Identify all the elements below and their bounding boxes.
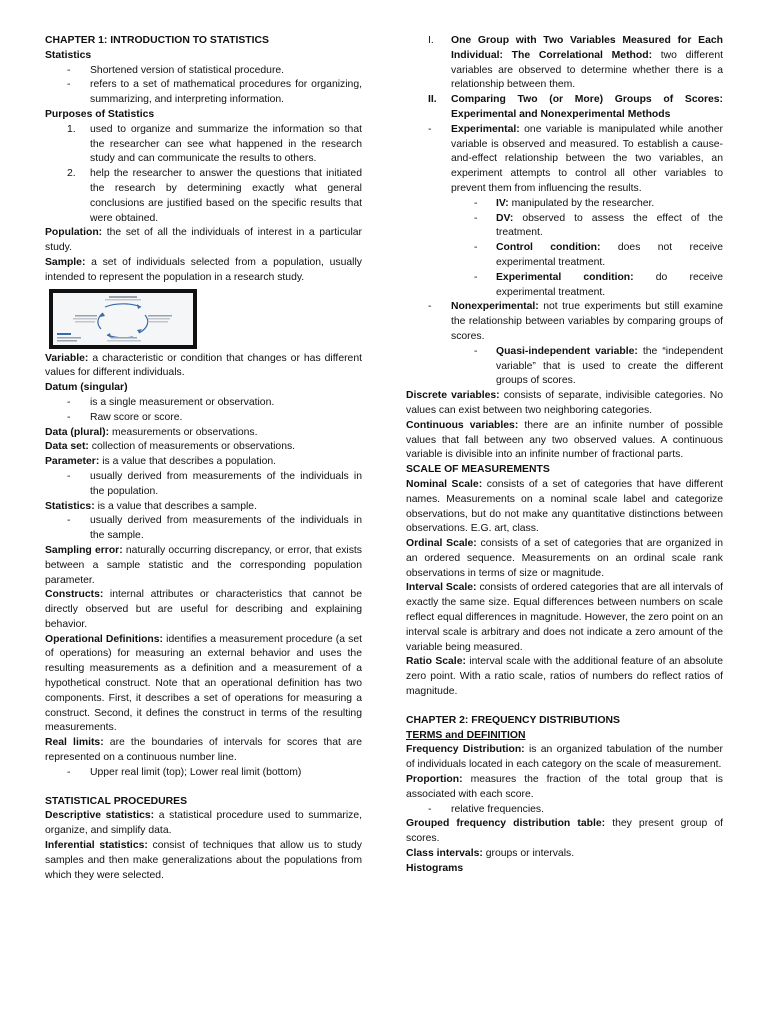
ordinal-scale-definition (406, 537, 723, 581)
list-item: - Raw score or score. (45, 411, 362, 426)
real-limits-definition (45, 736, 362, 766)
item-text: two different variables are observed to determine whether there is a relationship between them. (451, 49, 724, 91)
term: Interval Scale: (406, 582, 477, 594)
definition: consists of a set of categories that are organized in an ordered sequence. Measurements on an ordinal scale rank observations in terms of size or magnitude. (406, 538, 724, 579)
research-process-figure (49, 289, 197, 349)
purpose-item (45, 123, 362, 167)
chapter2-title: CHAPTER 2: FREQUENCY DISTRIBUTIONS (406, 714, 620, 726)
item-heading: One Group with Two Variables Measured for Each Individual: The Correlational Method: (451, 35, 723, 61)
list-item: - usually derived from measurements of the individuals in the sample. (45, 514, 362, 544)
statistics-definition (45, 500, 362, 515)
term: Data (plural): (45, 426, 110, 438)
datum-heading: Datum (singular) (45, 382, 128, 394)
term: Experimental: (451, 123, 520, 135)
right-column (406, 34, 723, 877)
term: Continuous variables: (406, 419, 519, 431)
list-number: 1. (67, 123, 76, 135)
definition: is a value that describes a population. (102, 456, 277, 468)
purpose-text: used to organize and summarize the information so that the researcher can see what happened in the research study and can communicate the results to others. (90, 123, 362, 165)
list-item: - Upper real limit (top); Lower real limit (bottom) (45, 766, 362, 781)
ratio-scale-definition (406, 655, 723, 699)
term: Frequency Distribution: (406, 744, 525, 756)
roman-numeral: I. (428, 35, 434, 46)
term: Real limits: (45, 737, 104, 749)
term: Operational Definitions: (45, 633, 164, 645)
scale-of-measurements-heading: SCALE OF MEASUREMENTS (406, 464, 550, 476)
definition: naturally occurring discrepancy, or error, that exists between a sample statistic and the corresponding population parameter. (45, 544, 363, 586)
parameter-definition (45, 455, 362, 470)
variable-definition (45, 352, 362, 382)
definition: consists of a set of categories that have different names. Measurements on a nominal scale label and categorize observations, but do not make any quantitative distinctions between observations. E.G. art, class. (406, 478, 723, 535)
sample-definition (45, 256, 362, 286)
spacer (45, 781, 362, 795)
definition: not true experiments but still examine the relationship between variables by comparing groups of scores. (451, 301, 724, 342)
term: Grouped frequency distribution table: (406, 818, 606, 830)
term: Proportion: (406, 774, 463, 786)
statistics-heading: Statistics (45, 49, 92, 61)
definition: they present group of scores. (406, 818, 724, 845)
term: Population: (45, 227, 103, 239)
term: Ratio Scale: (406, 656, 466, 668)
term: Nonexperimental: (451, 301, 539, 313)
inferential-statistics-definition (45, 839, 362, 883)
sub-list-item (406, 271, 723, 301)
definition: identifies a measurement procedure (a set of operations) for measuring an external behavior and uses the resulting measurements as a definition and a measurement of a hypothetical construct. Note that an operational definition has two components. First, it describes a set of operations for measuring a construct. Second, it defines the construct in terms of the resulting measurements. (45, 633, 362, 734)
purpose-text: help the researcher to answer the questions that initiated the research by determining exactly what general conclusions are justified based on the specific results that were obtained. (90, 168, 362, 224)
term: Statistics: (45, 500, 95, 512)
term: Sample: (45, 256, 86, 268)
definition: measures the fraction of the total group that is associated with each score. (406, 774, 723, 800)
definition: collection of measurements or observations. (91, 441, 296, 453)
cycle-diagram-icon (53, 293, 193, 345)
chapter1-title: CHAPTER 1: INTRODUCTION TO STATISTICS (45, 35, 269, 46)
list-item: - usually derived from measurements of the individuals in the population. (45, 470, 362, 500)
data-plural-definition (45, 426, 362, 441)
constructs-definition (45, 588, 362, 632)
definition: does not receive experimental treatment. (496, 242, 724, 268)
definition: there are an infinite number of possible values that fall between any two observed values. A continuous variable is divisible into an infinite number of fractional parts. (406, 419, 724, 461)
class-intervals-definition (406, 847, 723, 862)
discrete-variables-definition (406, 389, 723, 419)
definition: consist of techniques that allow us to study samples and then make generalizations about the populations from which they were selected. (45, 840, 362, 881)
sampling-error-definition (45, 544, 362, 588)
term: Class intervals: (406, 848, 483, 860)
experimental-methods-item (406, 93, 723, 123)
descriptive-statistics-definition (45, 809, 362, 839)
frequency-distribution-definition (406, 743, 723, 773)
term: Experimental condition: (496, 271, 634, 283)
term: Parameter: (45, 456, 100, 468)
term: Ordinal Scale: (406, 538, 477, 550)
definition: the set of all the individuals of interest in a particular study. (45, 227, 362, 254)
grouped-frequency-definition (406, 817, 723, 847)
definition: do receive experimental treatment. (496, 271, 723, 298)
definition: one variable is manipulated while another variable is observed and measured. To establish a cause-and-effect relationship between the two variables, an experiment attempts to control all other variables to prevent them from influencing the results. (451, 123, 723, 194)
term: Inferential statistics: (45, 840, 148, 852)
population-definition (45, 226, 362, 256)
spacer (406, 700, 723, 714)
definition: manipulated by the researcher. (511, 197, 655, 209)
sub-list-item (406, 241, 723, 271)
nonexperimental-item (406, 300, 723, 344)
nominal-scale-definition (406, 478, 723, 537)
term: DV: (496, 212, 514, 224)
terms-and-definition-heading: TERMS and DEFINITION (406, 729, 526, 741)
definition: interval scale with the additional feature of an absolute zero point. With a ratio scale, ratios of numbers do reflect ratios of magnitude. (406, 656, 723, 698)
definition: measurements or observations. (111, 426, 258, 438)
purpose-item (45, 167, 362, 226)
definition: a set of individuals selected from a population, usually intended to represent the population in a research study. (45, 256, 362, 283)
definition: consists of separate, indivisible categories. No values can exist between two neighboring categories. (406, 390, 723, 416)
term: Quasi-independent variable: (496, 345, 638, 357)
definition: are the boundaries of intervals for scores that are represented on a continuous number line. (45, 737, 363, 764)
roman-numeral: II. (428, 94, 437, 106)
definition: internal attributes or characteristics that cannot be directly observed but are useful for describing and explaining behavior. (45, 589, 362, 630)
term: Control condition: (496, 242, 601, 254)
definition: the “independent variable” that is used to create the different groups of scores. (496, 345, 723, 387)
definition: observed to assess the effect of the treatment. (496, 212, 723, 239)
term: Nominal Scale: (406, 478, 483, 490)
histograms-heading: Histograms (406, 862, 464, 874)
item-heading: Comparing Two (or More) Groups of Scores: Experimental and Nonexperimental Methods (451, 94, 723, 120)
sub-list-item (406, 197, 723, 212)
definition: is a value that describes a sample. (97, 500, 257, 512)
term: IV: (496, 197, 509, 209)
term: Sampling error: (45, 544, 123, 556)
sub-list-item (406, 345, 723, 389)
list-item: - refers to a set of mathematical procedures for organizing, summarizing, and interpreting information. (45, 78, 362, 108)
proportion-definition (406, 773, 723, 803)
definition: consists of ordered categories that are all intervals of exactly the same size. Equal differences between numbers on scale reflect equal differences in magnitude. However, the zero point on an interval scale is arbitrary and does not indicate a zero amount of the variable being measured. (406, 582, 723, 653)
dataset-definition (45, 440, 362, 455)
term: Descriptive statistics: (45, 810, 155, 822)
list-number: 2. (67, 168, 76, 180)
experimental-item (406, 123, 723, 197)
list-item: - relative frequencies. (406, 803, 723, 818)
left-column (45, 34, 362, 883)
definition: a statistical procedure used to summarize, organize, and simplify data. (45, 810, 363, 837)
operational-definitions (45, 633, 362, 737)
term: Variable: (45, 352, 89, 364)
purposes-heading: Purposes of Statistics (45, 108, 155, 120)
definition: groups or intervals. (485, 848, 575, 860)
correlational-method-item (406, 34, 723, 93)
continuous-variables-definition (406, 419, 723, 463)
list-item: - is a single measurement or observation. (45, 396, 362, 411)
term: Data set: (45, 441, 89, 453)
definition: a characteristic or condition that changes or has different values for different individuals. (45, 352, 362, 379)
sub-list-item (406, 212, 723, 242)
term: Constructs: (45, 589, 104, 601)
list-item: - Shortened version of statistical procedure. (45, 64, 362, 79)
term: Discrete variables: (406, 390, 500, 402)
definition: is an organized tabulation of the number of individuals located in each category on the scale of measurement. (406, 744, 723, 771)
interval-scale-definition (406, 581, 723, 655)
statistical-procedures-heading: STATISTICAL PROCEDURES (45, 795, 188, 807)
